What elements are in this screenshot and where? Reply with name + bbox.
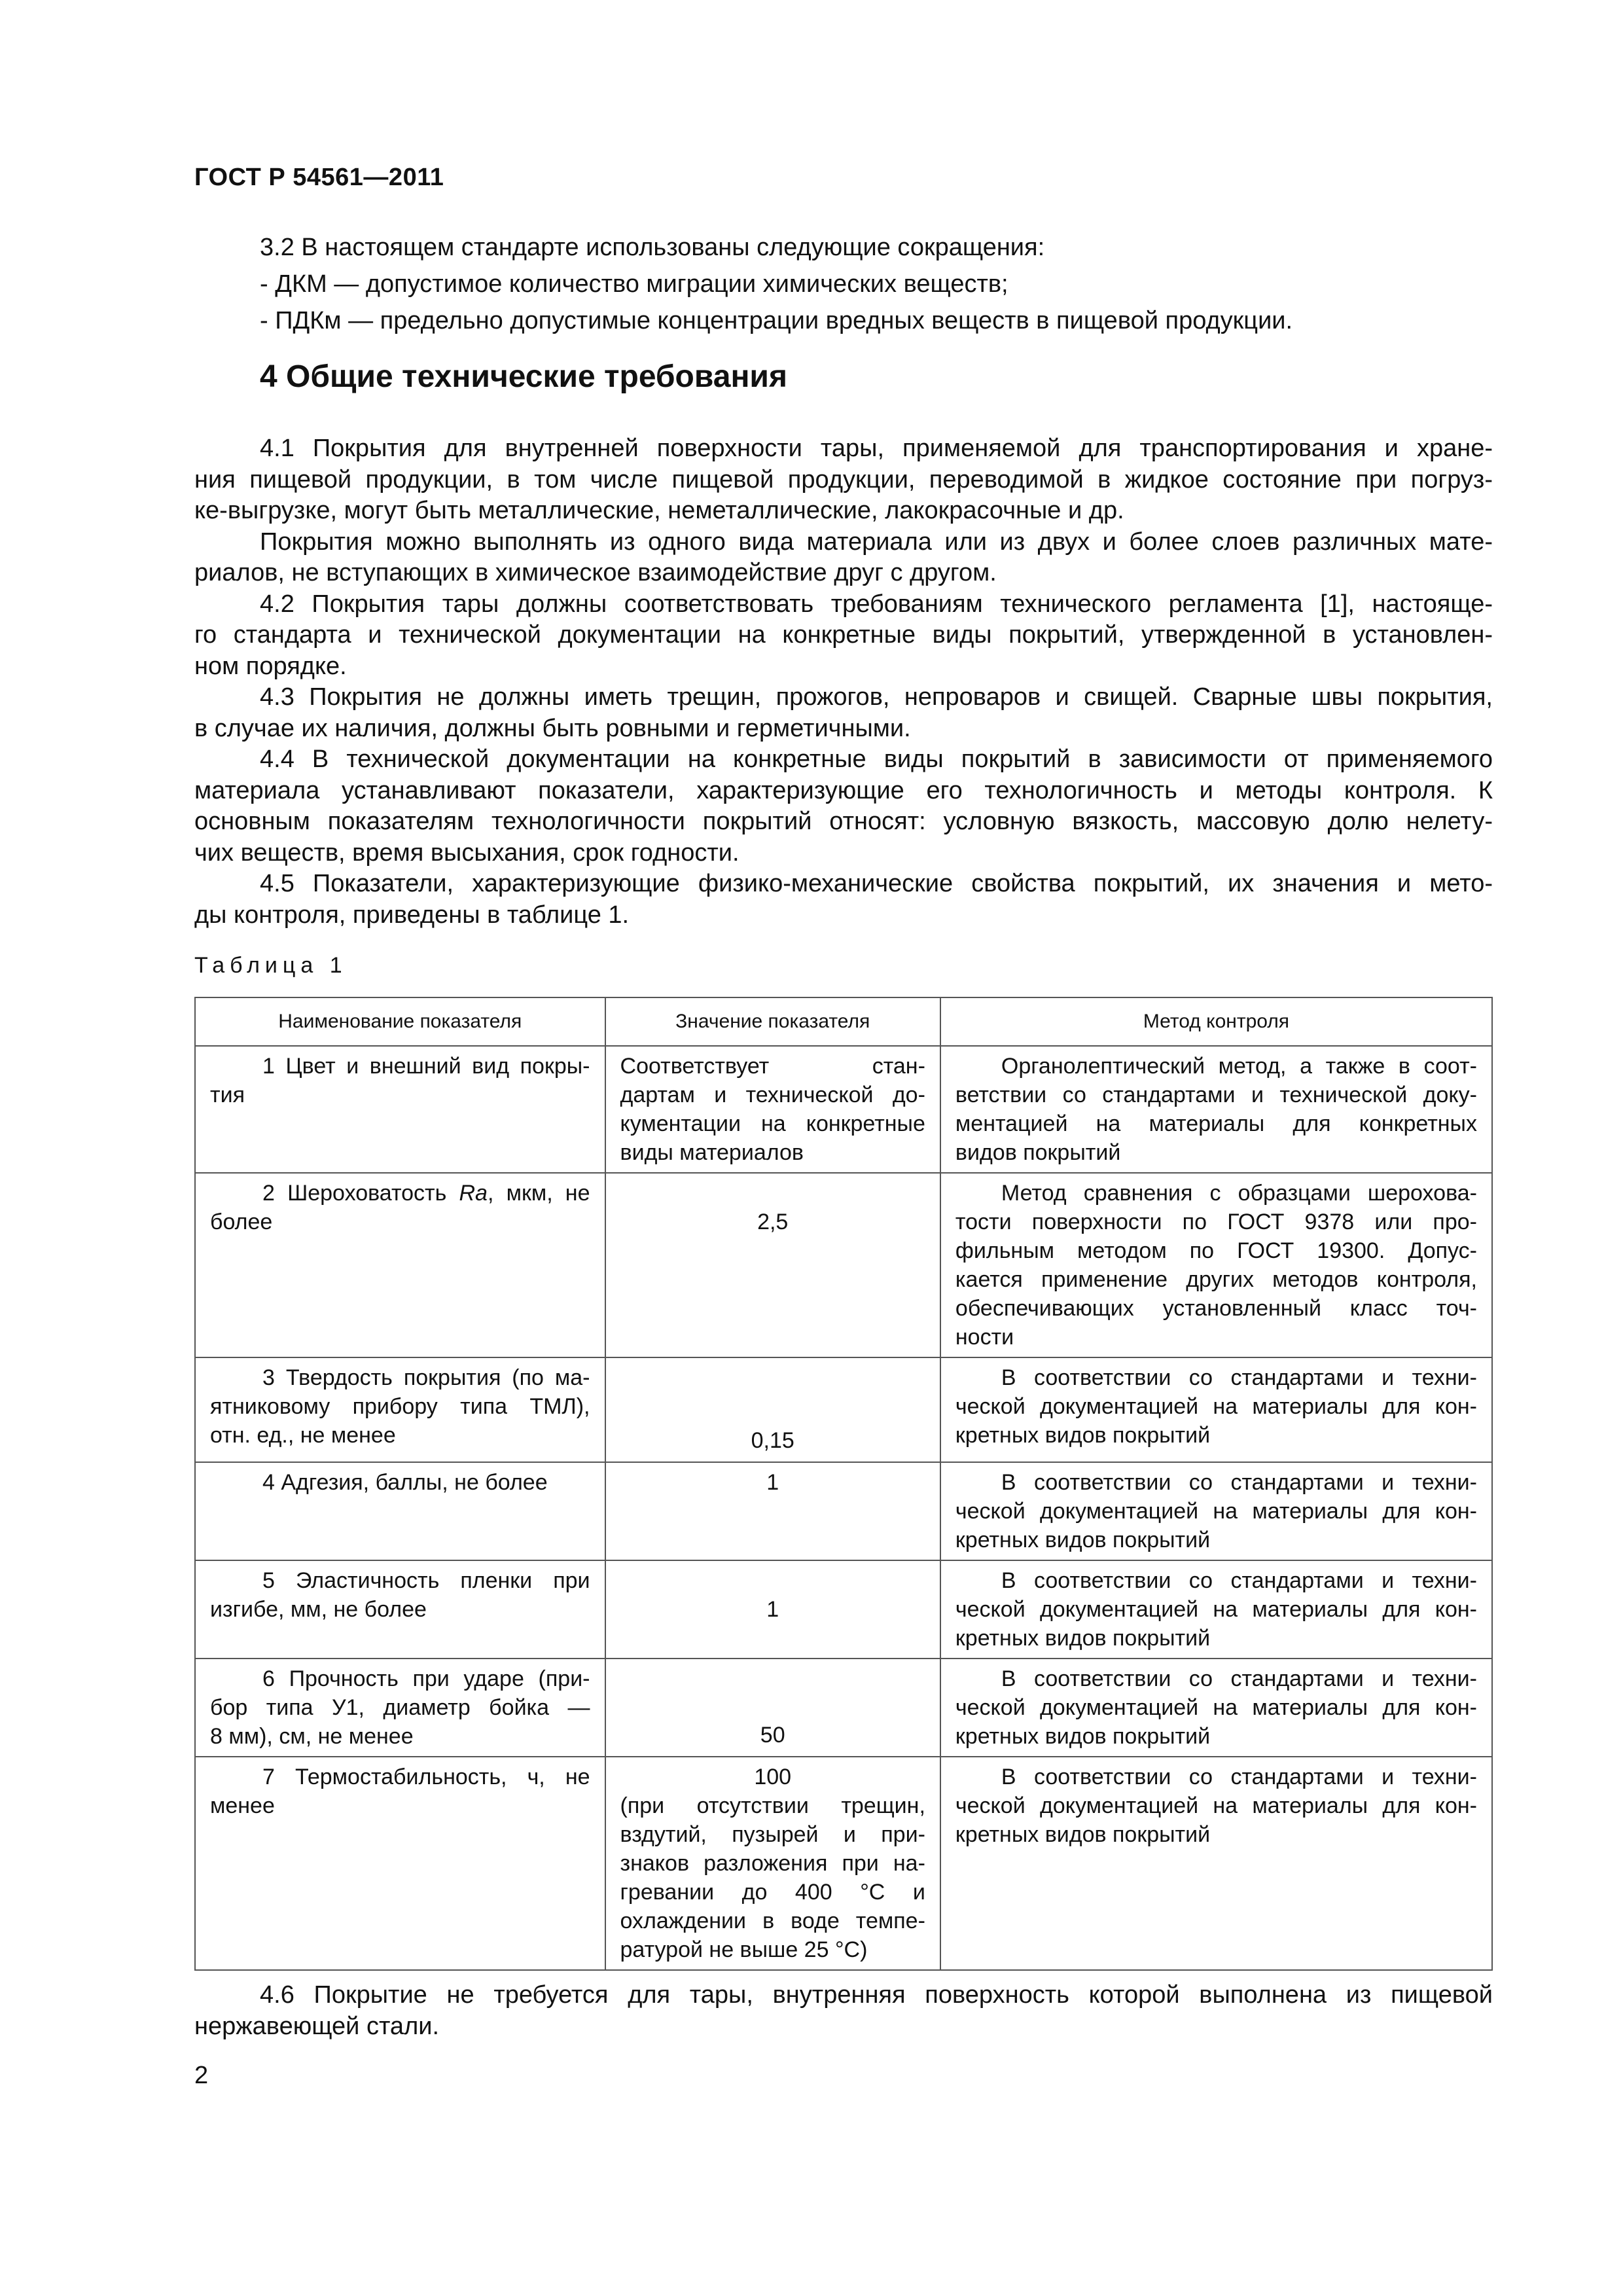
text-line: ке-выгрузке, могут быть металлические, неметаллические, лакокрасочные и др. [194, 497, 1124, 524]
table-caption: Таблица 1 [194, 953, 348, 978]
text-line: 4.4 В технической документации на конкретные виды покрытий в зависимости от применяемого [260, 745, 1493, 773]
cell-text-line: 4 Адгезия, баллы, не более [262, 1470, 548, 1495]
column-header-name: Наименование показателя [195, 997, 605, 1046]
cell-text-line: ческой документацией на материалы для кон- [955, 1793, 1477, 1818]
text-line: 4.3 Покрытия не должны иметь трещин, прожогов, непроваров и свищей. Сварные швы покрытия, [260, 683, 1493, 711]
cell-indicator-name [195, 1757, 605, 1970]
cell-text-line: более [210, 1210, 273, 1234]
cell-text-line: 50 [760, 1723, 785, 1748]
cell-indicator-name [195, 1046, 605, 1173]
text-line: чих веществ, время высыхания, срок годности. [194, 838, 740, 867]
cell-text-line: 5 Эластичность пленки при [262, 1568, 590, 1593]
text-line: Покрытия можно выполнять из одного вида материала или из двух и более слоев различных мате- [260, 528, 1493, 556]
standard-code: ГОСТ Р 54561—2011 [194, 164, 444, 191]
cell-text-line: ческой документацией на материалы для кон- [955, 1499, 1477, 1524]
cell-indicator-value [605, 1659, 940, 1757]
text-line: нержавеющей стали. [194, 2012, 440, 2040]
cell-indicator-value [605, 1357, 940, 1462]
cell-text-line: ческой документацией на материалы для кон- [955, 1695, 1477, 1720]
text-line: риалов, не вступающих в химическое взаимодействие друг с другом. [194, 559, 997, 586]
cell-text-line: знаков разложения при на- [620, 1851, 925, 1876]
column-header-value: Значение показателя [605, 997, 940, 1046]
cell-control-method [940, 1560, 1492, 1659]
cell-text-line: 2 Шероховатость Ra, мкм, не [262, 1181, 590, 1206]
cell-control-method [940, 1173, 1492, 1357]
cell-text-line: отн. ед., не менее [210, 1423, 396, 1448]
text-line: основным показателям технологичности покрытий относят: условную вязкость, массовую долю нелету- [194, 808, 1493, 835]
cell-indicator-value [605, 1462, 940, 1560]
cell-text-line: ратурой не выше 25 °С) [620, 1937, 868, 1962]
properties-table [194, 997, 1493, 1971]
section-body [194, 433, 1493, 931]
cell-text-line: ности [955, 1325, 1014, 1350]
cell-control-method [940, 1462, 1492, 1560]
table-row [195, 1757, 1492, 1970]
cell-control-method [940, 1757, 1492, 1970]
paragraph-4-3 [194, 682, 1493, 744]
text-line: ном порядке. [194, 652, 347, 680]
cell-text-line: Соответствует стан- [620, 1054, 925, 1079]
cell-text-line: ментацией на материалы для конкретных [955, 1111, 1477, 1136]
text-line: ды контроля, приведены в таблице 1. [194, 901, 630, 929]
cell-text-line: фильным методом по ГОСТ 19300. Допус- [955, 1238, 1477, 1263]
cell-text-line: виды материалов [620, 1140, 804, 1165]
cell-text-line: бор типа У1, диаметр бойка — [210, 1695, 590, 1720]
table-row [195, 1173, 1492, 1357]
cell-text-line: В соответствии со стандартами и техни- [1001, 1365, 1477, 1390]
cell-text-line: кретных видов покрытий [955, 1822, 1211, 1847]
cell-text-line: 3 Твердость покрытия (по ма- [262, 1365, 590, 1390]
cell-text-line: кретных видов покрытий [955, 1528, 1211, 1552]
cell-text-line: В соответствии со стандартами и техни- [1001, 1568, 1477, 1593]
abbreviation-item: - ДКМ — допустимое количество миграции химических веществ; [260, 270, 1008, 298]
cell-indicator-name [195, 1659, 605, 1757]
cell-text-line: вздутий, пузырей и при- [620, 1822, 925, 1847]
cell-text-line: 7 Термостабильность, ч, не [262, 1765, 590, 1789]
text-line: 4.6 Покрытие не требуется для тары, внутренняя поверхность которой выполнена из пищевой [260, 1981, 1493, 2009]
cell-text-line: 6 Прочность при ударе (при- [262, 1666, 590, 1691]
cell-text-line: гревании до 400 °С и [620, 1880, 925, 1905]
table-row [195, 1357, 1492, 1462]
closing-paragraph [194, 1980, 1493, 2042]
cell-control-method [940, 1357, 1492, 1462]
abbreviations-intro: 3.2 В настоящем стандарте использованы следующие сокращения: [260, 234, 1045, 261]
cell-indicator-name [195, 1173, 605, 1357]
cell-text-line: В соответствии со стандартами и техни- [1001, 1470, 1477, 1495]
column-header-method: Метод контроля [940, 997, 1492, 1046]
cell-text-line: кается применение других методов контроля, [955, 1267, 1477, 1292]
cell-text-line: 8 мм), см, не менее [210, 1724, 414, 1749]
cell-text-line: кретных видов покрытий [955, 1423, 1211, 1448]
paragraph-4-6 [194, 1980, 1493, 2042]
cell-indicator-value [605, 1046, 940, 1173]
table-row [195, 1560, 1492, 1659]
cell-text-line: обеспечивающих установленный класс точ- [955, 1296, 1477, 1321]
cell-text-line: ятниковому прибору типа ТМЛ), [210, 1394, 590, 1419]
text-line: 4.1 Покрытия для внутренней поверхности тары, применяемой для транспортирования и хране- [260, 435, 1493, 462]
cell-text-line: 1 Цвет и внешний вид покры- [262, 1054, 590, 1079]
cell-text-line: менее [210, 1793, 275, 1818]
page-number: 2 [194, 2062, 209, 2089]
cell-text-line: охлаждении в воде темпе- [620, 1909, 925, 1933]
paragraph-4-1b [194, 527, 1493, 589]
text-line: в случае их наличия, должны быть ровными и герметичными. [194, 714, 911, 742]
cell-text-line: тости поверхности по ГОСТ 9378 или про- [955, 1210, 1477, 1234]
cell-indicator-value [605, 1757, 940, 1970]
cell-text-line: В соответствии со стандартами и техни- [1001, 1666, 1477, 1691]
cell-control-method [940, 1046, 1492, 1173]
cell-text-line: кументации на конкретные [620, 1111, 925, 1136]
cell-text-line: ческой документацией на материалы для кон- [955, 1597, 1477, 1622]
cell-indicator-name [195, 1560, 605, 1659]
table-header-row [195, 997, 1492, 1046]
cell-indicator-value [605, 1173, 940, 1357]
section-heading: 4 Общие технические требования [260, 359, 787, 394]
table-row [195, 1659, 1492, 1757]
cell-text-line: (при отсутствии трещин, [620, 1793, 925, 1818]
text-line: го стандарта и технической документации на конкретные виды покрытий, утвержденной в установлен- [194, 621, 1493, 649]
cell-text-line: 1 [766, 1470, 779, 1495]
cell-text-line: тия [210, 1083, 245, 1107]
text-line: материала устанавливают показатели, характеризующие его технологичность и методы контроля. К [194, 776, 1493, 804]
cell-text-line: дартам и технической до- [620, 1083, 925, 1107]
cell-text-line: видов покрытий [955, 1140, 1121, 1165]
paragraph-4-1 [194, 433, 1493, 527]
cell-indicator-name [195, 1357, 605, 1462]
text-line: ния пищевой продукции, в том числе пищевой продукции, переводимой в жидкое состояние при погруз- [194, 465, 1493, 493]
cell-text-line: 0,15 [751, 1428, 794, 1453]
cell-text-line: ветствии со стандартами и технической доку- [955, 1083, 1477, 1107]
cell-indicator-name [195, 1462, 605, 1560]
paragraph-4-2 [194, 589, 1493, 683]
cell-indicator-value [605, 1560, 940, 1659]
abbreviations-block [260, 229, 1503, 339]
cell-text-line: Метод сравнения с образцами шерохова- [1001, 1181, 1477, 1206]
paragraph-4-4 [194, 744, 1493, 869]
cell-text-line: В соответствии со стандартами и техни- [1001, 1765, 1477, 1789]
cell-text-line: кретных видов покрытий [955, 1724, 1211, 1749]
text-line: 4.2 Покрытия тары должны соответствовать требованиям технического регламента [1], настояще- [260, 590, 1493, 618]
paragraph-4-5 [194, 869, 1493, 931]
cell-text-line: кретных видов покрытий [955, 1626, 1211, 1651]
table-row [195, 1046, 1492, 1173]
cell-text-line: ческой документацией на материалы для кон- [955, 1394, 1477, 1419]
cell-text-line: Органолептический метод, а также в соот- [1001, 1054, 1477, 1079]
cell-text-line: 1 [766, 1597, 779, 1622]
text-line: 4.5 Показатели, характеризующие физико-механические свойства покрытий, их значения и мето- [260, 870, 1493, 897]
table-row [195, 1462, 1492, 1560]
cell-text-line: изгибе, мм, не более [210, 1597, 427, 1622]
cell-text-line: 2,5 [757, 1210, 789, 1234]
abbreviation-item: - ПДКм — предельно допустимые концентрации вредных веществ в пищевой продукции. [260, 307, 1293, 334]
table-body [195, 1046, 1492, 1970]
cell-text-line: 100 [754, 1765, 792, 1789]
cell-control-method [940, 1659, 1492, 1757]
